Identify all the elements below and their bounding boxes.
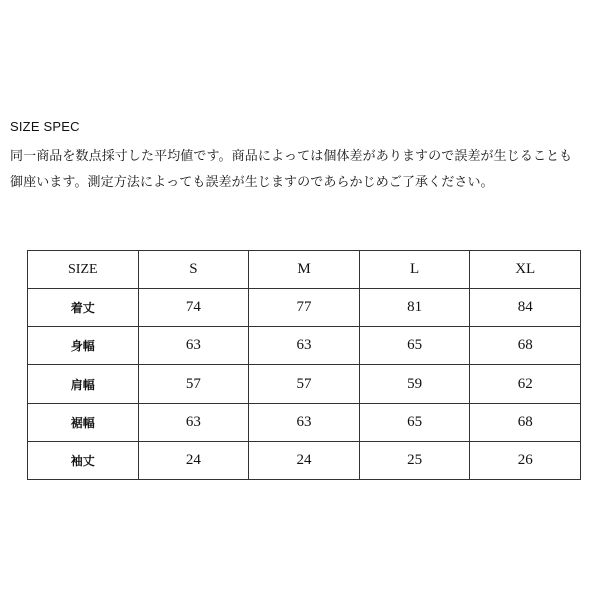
row-label: 袖丈 bbox=[28, 441, 139, 479]
table-header-row bbox=[28, 251, 581, 289]
table-row-body-width bbox=[28, 327, 581, 365]
size-spec-heading: SIZE SPEC bbox=[10, 119, 80, 134]
table-cell: 24 bbox=[249, 441, 360, 479]
row-label: 着丈 bbox=[28, 289, 139, 327]
table-cell: 62 bbox=[470, 365, 581, 403]
table-cell: 68 bbox=[470, 403, 581, 441]
table-row-hem-width bbox=[28, 403, 581, 441]
table-cell: 59 bbox=[359, 365, 470, 403]
header-size-xl: XL bbox=[470, 251, 581, 289]
table-cell: 63 bbox=[249, 327, 360, 365]
header-size-m: M bbox=[249, 251, 360, 289]
table-cell: 84 bbox=[470, 289, 581, 327]
header-size-label: SIZE bbox=[28, 251, 139, 289]
row-label: 身幅 bbox=[28, 327, 139, 365]
header-size-s: S bbox=[138, 251, 249, 289]
table-row-shoulder-width bbox=[28, 365, 581, 403]
table-cell: 26 bbox=[470, 441, 581, 479]
note-line-2: 御座います。測定方法によっても誤差が生じますのであらかじめご了承ください。 bbox=[10, 175, 494, 190]
row-label: 裾幅 bbox=[28, 403, 139, 441]
size-spec-table bbox=[27, 250, 581, 480]
table-cell: 57 bbox=[249, 365, 360, 403]
table-cell: 68 bbox=[470, 327, 581, 365]
table-cell: 63 bbox=[249, 403, 360, 441]
table-cell: 65 bbox=[359, 327, 470, 365]
table-row-sleeve-length bbox=[28, 441, 581, 479]
table-cell: 74 bbox=[138, 289, 249, 327]
table-cell: 25 bbox=[359, 441, 470, 479]
note-line-1: 同一商品を数点採寸した平均値です。商品によっては個体差がありますので誤差が生じることも bbox=[10, 149, 573, 164]
table-cell: 81 bbox=[359, 289, 470, 327]
table-cell: 77 bbox=[249, 289, 360, 327]
table-cell: 57 bbox=[138, 365, 249, 403]
row-label: 肩幅 bbox=[28, 365, 139, 403]
table-cell: 24 bbox=[138, 441, 249, 479]
table-cell: 63 bbox=[138, 403, 249, 441]
table-row-length bbox=[28, 289, 581, 327]
table-cell: 65 bbox=[359, 403, 470, 441]
header-size-l: L bbox=[359, 251, 470, 289]
table-cell: 63 bbox=[138, 327, 249, 365]
